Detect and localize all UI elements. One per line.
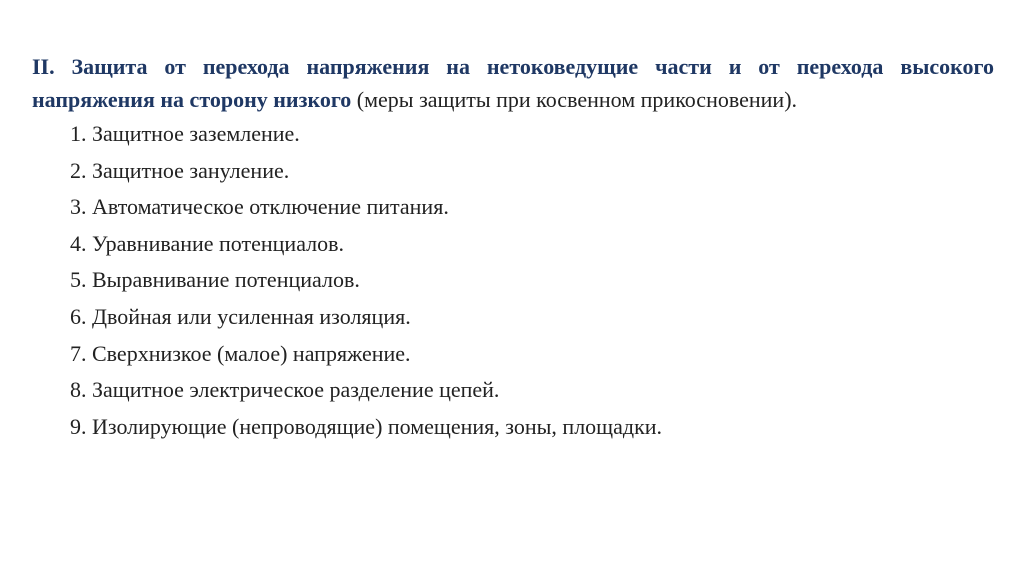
protection-measures-list [32,116,994,445]
list-item: 7. Сверхнизкое (малое) напряжение. [70,340,411,366]
section-heading [32,50,994,116]
list-item: 5. Выравнивание потенциалов. [70,267,360,293]
list-item: 9. Изолирующие (непроводящие) помещения, зоны, площадки. [70,413,663,439]
list-item: 2. Защитное зануление. [70,157,290,183]
list-item: 8. Защитное электрическое разделение цепей. [70,377,500,403]
section-heading-note: (меры защиты при косвенном прикосновении). [351,87,798,112]
list-item: 6. Двойная или усиленная изоляция. [70,303,411,329]
list-item: 3. Автоматическое отключение питания. [70,194,449,220]
list-item: 4. Уравнивание потенциалов. [70,230,345,256]
slide-content [32,50,994,445]
section-heading-title: II. Защита от перехода напряжения на нетоковедущие части и от перехода высокого напряжения на сторону низкого [32,54,994,112]
list-item: 1. Защитное заземление. [70,121,300,146]
